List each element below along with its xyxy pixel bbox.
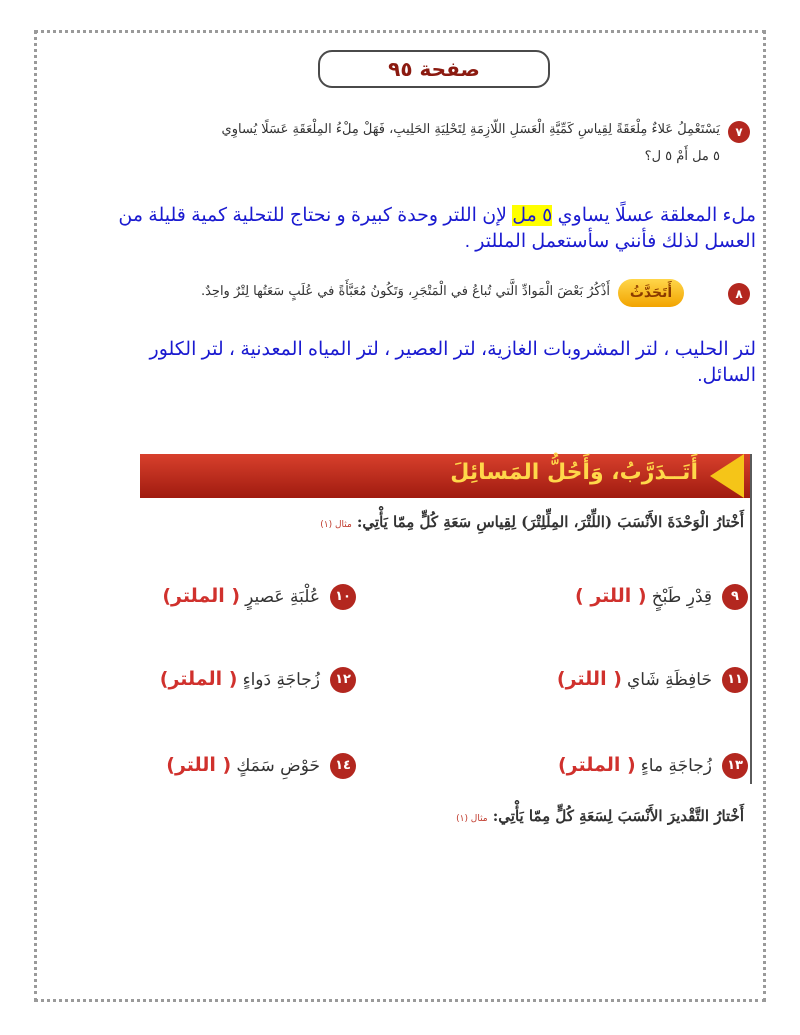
answer-7-before: ملء المعلقة عسلًا يساوي [557, 205, 756, 226]
question-7-line2: ٥ مل أَمْ ٥ ل؟ [644, 149, 720, 164]
item-13 [452, 754, 712, 776]
section-banner [140, 454, 750, 498]
item-12 [40, 668, 320, 690]
instruction-2-example: مثال (١) [456, 814, 488, 824]
question-8-answer-line2: السائل. [697, 365, 756, 386]
item-14-badge: ١٤ [330, 753, 356, 779]
instruction-1-example: مثال (١) [320, 520, 352, 530]
question-7-answer-line1 [44, 204, 756, 228]
answer-7-highlight: ٥ مل [512, 205, 553, 226]
section-title: أَتَــدَرَّبُ، وَأَحُلُّ المَسائِلَ [450, 460, 698, 485]
item-10-text: عُلْبَةِ عَصيرٍ [245, 587, 320, 607]
item-9-text: قِدْرِ طَبْخٍ [651, 587, 712, 607]
instruction-2-text: أَخْتارُ التَّقْديرَ الأَنْسَبَ لِسَعَةِ كُلٍّ مِمّا يَأْتِي: [492, 807, 744, 825]
item-10-answer: ( الملتر) [162, 585, 241, 607]
item-14-text: حَوْضِ سَمَكٍ [236, 756, 320, 776]
item-14-answer: ( اللتر) [166, 754, 232, 776]
item-13-badge: ١٣ [722, 753, 748, 779]
item-10 [40, 585, 320, 607]
question-7-line1: يَسْتَعْمِلُ عَلاءٌ مِلْعَقَةً لِقِياسِ كَمِّيَّةِ الْعَسَلِ اللّازِمَةِ لِتَحْلِيَةِ الحَلِيبِ، فَهَلْ مِلْءُ المِلْعَقَةِ عَسَلًا يُساوِي [221, 122, 720, 137]
question-8-answer-line1: لتر الحليب ، لتر المشروبات الغازية، لتر العصير ، لتر المياه المعدنية ، لتر الكلور [149, 339, 756, 360]
instruction-1-text: أَخْتارُ الْوَحْدَةَ الأَنْسَبَ (اللِّتْرَ، المِلِّلِتْرَ) لِقِياسِ سَعَةِ كُلٍّ مِمّا يَأْتِي: [356, 513, 744, 531]
item-11-answer: ( اللتر) [556, 668, 622, 690]
answer-7-after: لإن اللتر وحدة كبيرة و نحتاج للتحلية كمية قليلة من [118, 205, 508, 226]
section-side-bar [750, 454, 752, 784]
item-10-badge: ١٠ [330, 584, 356, 610]
question-7-badge: ٧ [728, 121, 750, 143]
item-11 [452, 668, 712, 690]
item-12-text: زُجاجَةِ دَواءٍ [242, 670, 320, 690]
item-14 [40, 754, 320, 776]
item-9 [452, 585, 712, 607]
question-8-badge: ٨ [728, 283, 750, 305]
instruction-2 [94, 806, 744, 825]
talk-speech-bubble: أَتَحَدَّثُ [618, 279, 684, 307]
page-label-text: صفحة ٩٥ [388, 57, 480, 81]
item-9-answer: ( اللتر ) [575, 585, 647, 607]
banner-arrow-icon [710, 454, 744, 498]
question-7-answer-line2: العسل لذلك فأنني سأستعمل المللتر . [464, 231, 756, 252]
item-13-answer: ( الملتر) [557, 754, 636, 776]
item-11-text: حَافِظَةِ شَاي [626, 670, 712, 690]
item-13-text: زُجاجَةِ ماءٍ [640, 756, 712, 776]
instruction-1 [94, 512, 744, 531]
item-9-badge: ٩ [722, 584, 748, 610]
item-11-badge: ١١ [722, 667, 748, 693]
item-12-answer: ( الملتر) [159, 668, 238, 690]
item-12-badge: ١٢ [330, 667, 356, 693]
page-number-label [318, 50, 550, 88]
question-8-text: أَذْكُرُ بَعْضَ الْمَوادِّ الَّتي تُباعُ في الْمَتْجَرِ، وَتَكُونُ مُعَبَّأَةً في عُلَبٍ سَعَتُها لِتْرٌ واحِدٌ. [200, 284, 610, 299]
